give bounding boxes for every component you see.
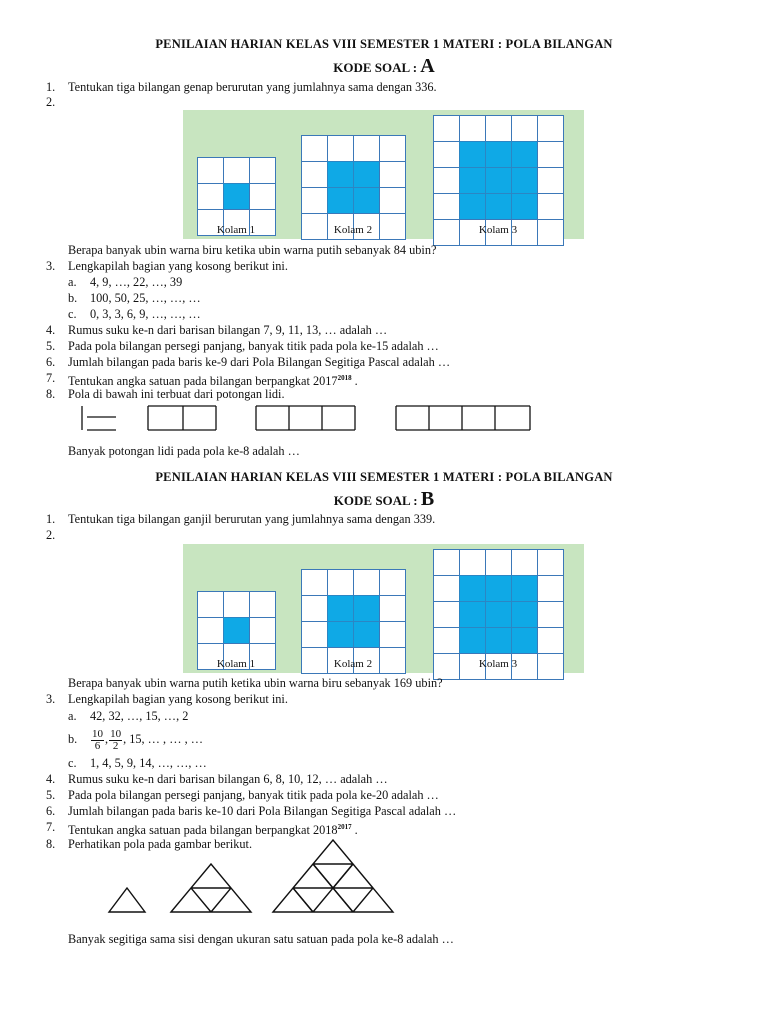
question-a8-text: Banyak potongan lidi pada pola ke-8 adalah …	[68, 444, 300, 458]
question-b3c	[68, 756, 207, 770]
tile-white	[433, 115, 460, 142]
q-number: 4.	[46, 772, 56, 786]
kode-letter: B	[420, 488, 435, 510]
tile-blue	[511, 627, 538, 654]
option-label: b.	[68, 291, 78, 305]
q-number: 6.	[46, 804, 56, 818]
tile-white	[197, 617, 224, 644]
sequence-rest: , 15, … , … , …	[123, 732, 204, 746]
tile-blue	[485, 601, 512, 628]
tile-blue	[459, 575, 486, 602]
tile-white	[433, 601, 460, 628]
tile-white	[379, 595, 406, 622]
question-b4: Rumus suku ke-n dari barisan bilangan 6, 8, 10, 12, … adalah …	[68, 772, 388, 786]
kolam-label: Kolam 1	[216, 224, 256, 236]
question-b2-text: Berapa banyak ubin warna putih ketika ubin warna biru sebanyak 169 ubin?	[68, 676, 443, 690]
sequence: 4, 9, …, 22, …, 39	[90, 275, 183, 289]
q-number: 5.	[46, 788, 56, 802]
kolam-label: Kolam 3	[478, 224, 518, 236]
tile-blue	[459, 601, 486, 628]
tile-white	[301, 569, 328, 596]
q-number: 7.	[46, 371, 56, 385]
tile-white	[379, 569, 406, 596]
tile-white	[327, 569, 354, 596]
q-number: 3.	[46, 692, 56, 706]
section-a-title: PENILAIAN HARIAN KELAS VIII SEMESTER 1 MATERI : POLA BILANGAN	[155, 37, 613, 51]
q7-end: .	[351, 374, 358, 388]
tile-blue	[327, 161, 354, 188]
tile-white	[433, 549, 460, 576]
tile-white	[353, 569, 380, 596]
tile-blue	[511, 193, 538, 220]
q-number: 3.	[46, 259, 56, 273]
tile-blue	[327, 187, 354, 214]
section-b-kode	[0, 488, 768, 511]
denominator: 2	[112, 739, 119, 752]
option-label: c.	[68, 307, 77, 321]
tile-white	[537, 115, 564, 142]
tile-white	[485, 115, 512, 142]
q-number: 2.	[46, 528, 56, 542]
tile-white	[537, 549, 564, 576]
tile-blue	[511, 575, 538, 602]
tile-white	[379, 621, 406, 648]
pool-tile-figure-b	[183, 544, 584, 673]
q-number: 5.	[46, 339, 56, 353]
tile-blue	[511, 601, 538, 628]
question-a3c	[68, 307, 201, 321]
tile-blue	[485, 141, 512, 168]
tile-white	[379, 161, 406, 188]
tile-white	[433, 193, 460, 220]
question-a3: Lengkapilah bagian yang kosong berikut ini.	[68, 259, 288, 273]
tile-white	[459, 549, 486, 576]
tile-blue	[485, 193, 512, 220]
pool-tile-figure-a	[183, 110, 584, 239]
tile-blue	[485, 627, 512, 654]
question-b3b	[68, 725, 203, 753]
tile-blue	[459, 141, 486, 168]
kode-label: KODE SOAL :	[333, 60, 418, 75]
separator: ,	[105, 732, 109, 746]
tile-blue	[511, 141, 538, 168]
fraction-10-2	[109, 729, 122, 752]
tile-white	[249, 591, 276, 618]
tile-blue	[327, 621, 354, 648]
question-b5: Pada pola bilangan persegi panjang, banyak titik pada pola ke-20 adalah …	[68, 788, 439, 802]
q-number: 4.	[46, 323, 56, 337]
section-b-title: PENILAIAN HARIAN KELAS VIII SEMESTER 1 MATERI : POLA BILANGAN	[155, 470, 613, 484]
tile-blue	[511, 167, 538, 194]
tile-white	[223, 591, 250, 618]
question-a6: Jumlah bilangan pada baris ke-9 dari Pola Bilangan Segitiga Pascal adalah …	[68, 355, 451, 369]
tile-white	[537, 601, 564, 628]
tile-white	[537, 167, 564, 194]
option-label: c.	[68, 756, 77, 770]
question-b7	[68, 820, 358, 837]
tile-white	[197, 183, 224, 210]
sequence: 0, 3, 3, 6, 9, …, …, …	[90, 307, 201, 321]
matchstick-pattern-4	[396, 406, 530, 430]
tile-white	[301, 187, 328, 214]
section-a-kode	[0, 55, 768, 78]
tile-white	[301, 135, 328, 162]
sequence: 42, 32, …, 15, …, 2	[90, 709, 189, 723]
kolam-label: Kolam 2	[333, 224, 373, 236]
tile-white	[433, 167, 460, 194]
tile-blue	[353, 187, 380, 214]
q-number: 7.	[46, 820, 56, 834]
tile-white	[249, 157, 276, 184]
tile-blue	[353, 621, 380, 648]
question-a5: Pada pola bilangan persegi panjang, banyak titik pada pola ke-15 adalah …	[68, 339, 439, 353]
triangle-pattern-figure	[105, 838, 405, 918]
tile-blue	[327, 595, 354, 622]
q-number: 6.	[46, 355, 56, 369]
question-b3a	[68, 709, 188, 723]
tile-white	[459, 115, 486, 142]
q7-text: Tentukan angka satuan pada bilangan berpangkat 2018	[68, 823, 338, 837]
question-b8: Perhatikan pola pada gambar berikut.	[68, 837, 253, 851]
matchstick-pattern-3	[256, 406, 355, 430]
question-b1: Tentukan tiga bilangan ganjil berurutan yang jumlahnya sama dengan 339.	[68, 512, 436, 526]
tile-blue	[353, 161, 380, 188]
triangle-pattern-3	[273, 840, 393, 912]
tile-white	[249, 617, 276, 644]
tile-white	[433, 141, 460, 168]
q7-text: Tentukan angka satuan pada bilangan berpangkat 2017	[68, 374, 338, 388]
q-number: 1.	[46, 512, 56, 526]
matchstick-pattern-figure	[80, 404, 540, 434]
q7-end: .	[351, 823, 358, 837]
fraction-10-6	[91, 729, 104, 752]
q-number: 2.	[46, 95, 56, 109]
tile-blue	[459, 193, 486, 220]
tile-white	[301, 621, 328, 648]
tile-blue	[459, 167, 486, 194]
tile-white	[511, 549, 538, 576]
tile-white	[249, 183, 276, 210]
question-b8-text: Banyak segitiga sama sisi dengan ukuran satu satuan pada pola ke-8 adalah …	[68, 932, 454, 946]
tile-blue	[223, 617, 250, 644]
tile-white	[223, 157, 250, 184]
tile-white	[197, 157, 224, 184]
numerator: 10	[110, 727, 122, 740]
exponent: 2018	[337, 374, 352, 382]
q-number: 8.	[46, 387, 56, 401]
question-a1: Tentukan tiga bilangan genap berurutan yang jumlahnya sama dengan 336.	[68, 80, 437, 94]
tile-blue	[459, 627, 486, 654]
question-a8: Pola di bawah ini terbuat dari potongan lidi.	[68, 387, 285, 401]
option-label: a.	[68, 275, 77, 289]
triangle-pattern-2	[171, 864, 251, 912]
kolam-label: Kolam 3	[478, 658, 518, 670]
question-a3b	[68, 291, 201, 305]
tile-blue	[353, 595, 380, 622]
kolam-label: Kolam 1	[216, 658, 256, 670]
option-label: a.	[68, 709, 77, 723]
question-a2-text: Berapa banyak ubin warna biru ketika ubin warna putih sebanyak 84 ubin?	[68, 243, 437, 257]
sequence: 1, 4, 5, 9, 14, …, …, …	[90, 756, 207, 770]
exponent: 2017	[337, 823, 352, 831]
tile-white	[485, 549, 512, 576]
question-a7	[68, 371, 358, 388]
tile-white	[537, 193, 564, 220]
tile-white	[353, 135, 380, 162]
option-label: b.	[68, 732, 78, 746]
tile-white	[379, 135, 406, 162]
numerator: 10	[92, 727, 103, 740]
denominator: 6	[94, 739, 101, 752]
q-number: 1.	[46, 80, 56, 94]
kolam-label: Kolam 2	[333, 658, 373, 670]
question-a4: Rumus suku ke-n dari barisan bilangan 7, 9, 11, 13, … adalah …	[68, 323, 388, 337]
question-b3: Lengkapilah bagian yang kosong berikut ini.	[68, 692, 288, 706]
tile-blue	[485, 167, 512, 194]
tile-white	[197, 591, 224, 618]
sequence: 100, 50, 25, …, …, …	[90, 291, 201, 305]
tile-blue	[223, 183, 250, 210]
q-number: 8.	[46, 837, 56, 851]
matchstick-pattern-2	[148, 406, 216, 430]
tile-white	[433, 627, 460, 654]
tile-blue	[485, 575, 512, 602]
tile-white	[433, 575, 460, 602]
question-a3a	[68, 275, 182, 289]
tile-white	[537, 575, 564, 602]
tile-white	[511, 115, 538, 142]
tile-white	[327, 135, 354, 162]
tile-white	[537, 627, 564, 654]
question-b6: Jumlah bilangan pada baris ke-10 dari Pola Bilangan Segitiga Pascal adalah …	[68, 804, 457, 818]
kode-label: KODE SOAL :	[333, 493, 418, 508]
tile-white	[301, 161, 328, 188]
tile-white	[301, 595, 328, 622]
tile-white	[537, 141, 564, 168]
tile-white	[379, 187, 406, 214]
kode-letter: A	[420, 55, 435, 77]
triangle-pattern-1	[109, 888, 145, 912]
